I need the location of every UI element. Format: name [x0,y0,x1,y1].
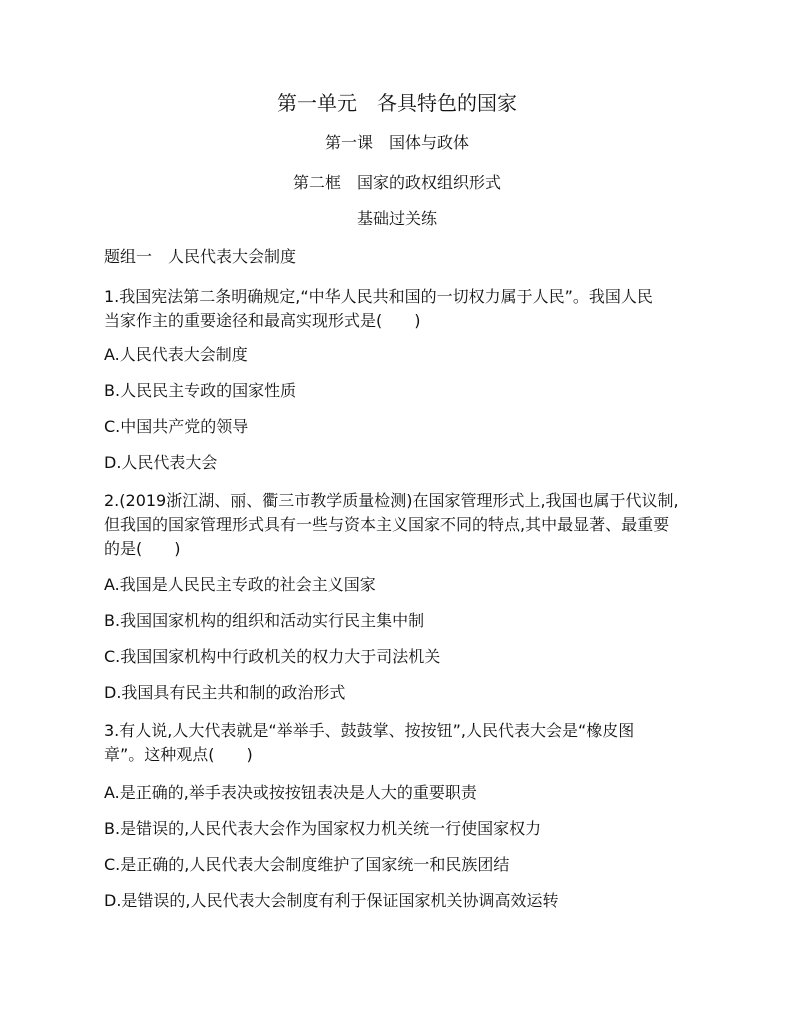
question-3-option-d: D.是错误的,人民代表大会制度有利于保证国家机关协调高效运转 [104,891,559,910]
frame-title: 第二框 国家的政权组织形式 [292,173,501,192]
question-2-option-b: B.我国国家机构的组织和活动实行民主集中制 [104,611,425,630]
section-title: 基础过关练 [356,209,437,228]
question-1-option-c: C.中国共产党的领导 [104,417,249,436]
question-3-line-1: 3.有人说,人大代表就是“举举手、鼓鼓掌、按按钮”,人民代表大会是“橡皮图 [104,721,635,740]
question-1-line-1: 1.我国宪法第二条明确规定,“中华人民共和国的一切权力属于人民”。我国人民 [104,287,653,306]
question-1-option-d: D.人民代表大会 [104,453,218,472]
question-2-line-1: 2.(2019浙江湖、丽、衢三市教学质量检测)在国家管理形式上,我国也属于代议制, [104,491,679,510]
question-3-option-c: C.是正确的,人民代表大会制度维护了国家统一和民族团结 [104,855,510,874]
question-3-option-a: A.是正确的,举手表决或按按钮表决是人大的重要职责 [104,783,477,802]
question-group-title: 题组一 人民代表大会制度 [104,247,297,266]
unit-title: 第一单元 各具特色的国家 [277,91,517,115]
lesson-title: 第一课 国体与政体 [324,133,469,152]
question-2-line-3: 的是( ) [104,539,181,558]
question-2-option-a: A.我国是人民民主专政的社会主义国家 [104,575,376,594]
question-1-line-2: 当家作主的重要途径和最高实现形式是( ) [104,311,421,330]
question-3-option-b: B.是错误的,人民代表大会作为国家权力机关统一行使国家权力 [104,819,542,838]
question-1-option-b: B.人民民主专政的国家性质 [104,381,297,400]
question-2-option-d: D.我国具有民主共和制的政治形式 [104,683,346,702]
question-3-line-2: 章”。这种观点( ) [104,745,253,764]
question-2-option-c: C.我国国家机构中行政机关的权力大于司法机关 [104,647,441,666]
question-1-option-a: A.人民代表大会制度 [104,345,248,364]
question-2-line-2: 但我国的国家管理形式具有一些与资本主义国家不同的特点,其中最显著、最重要 [104,515,670,534]
